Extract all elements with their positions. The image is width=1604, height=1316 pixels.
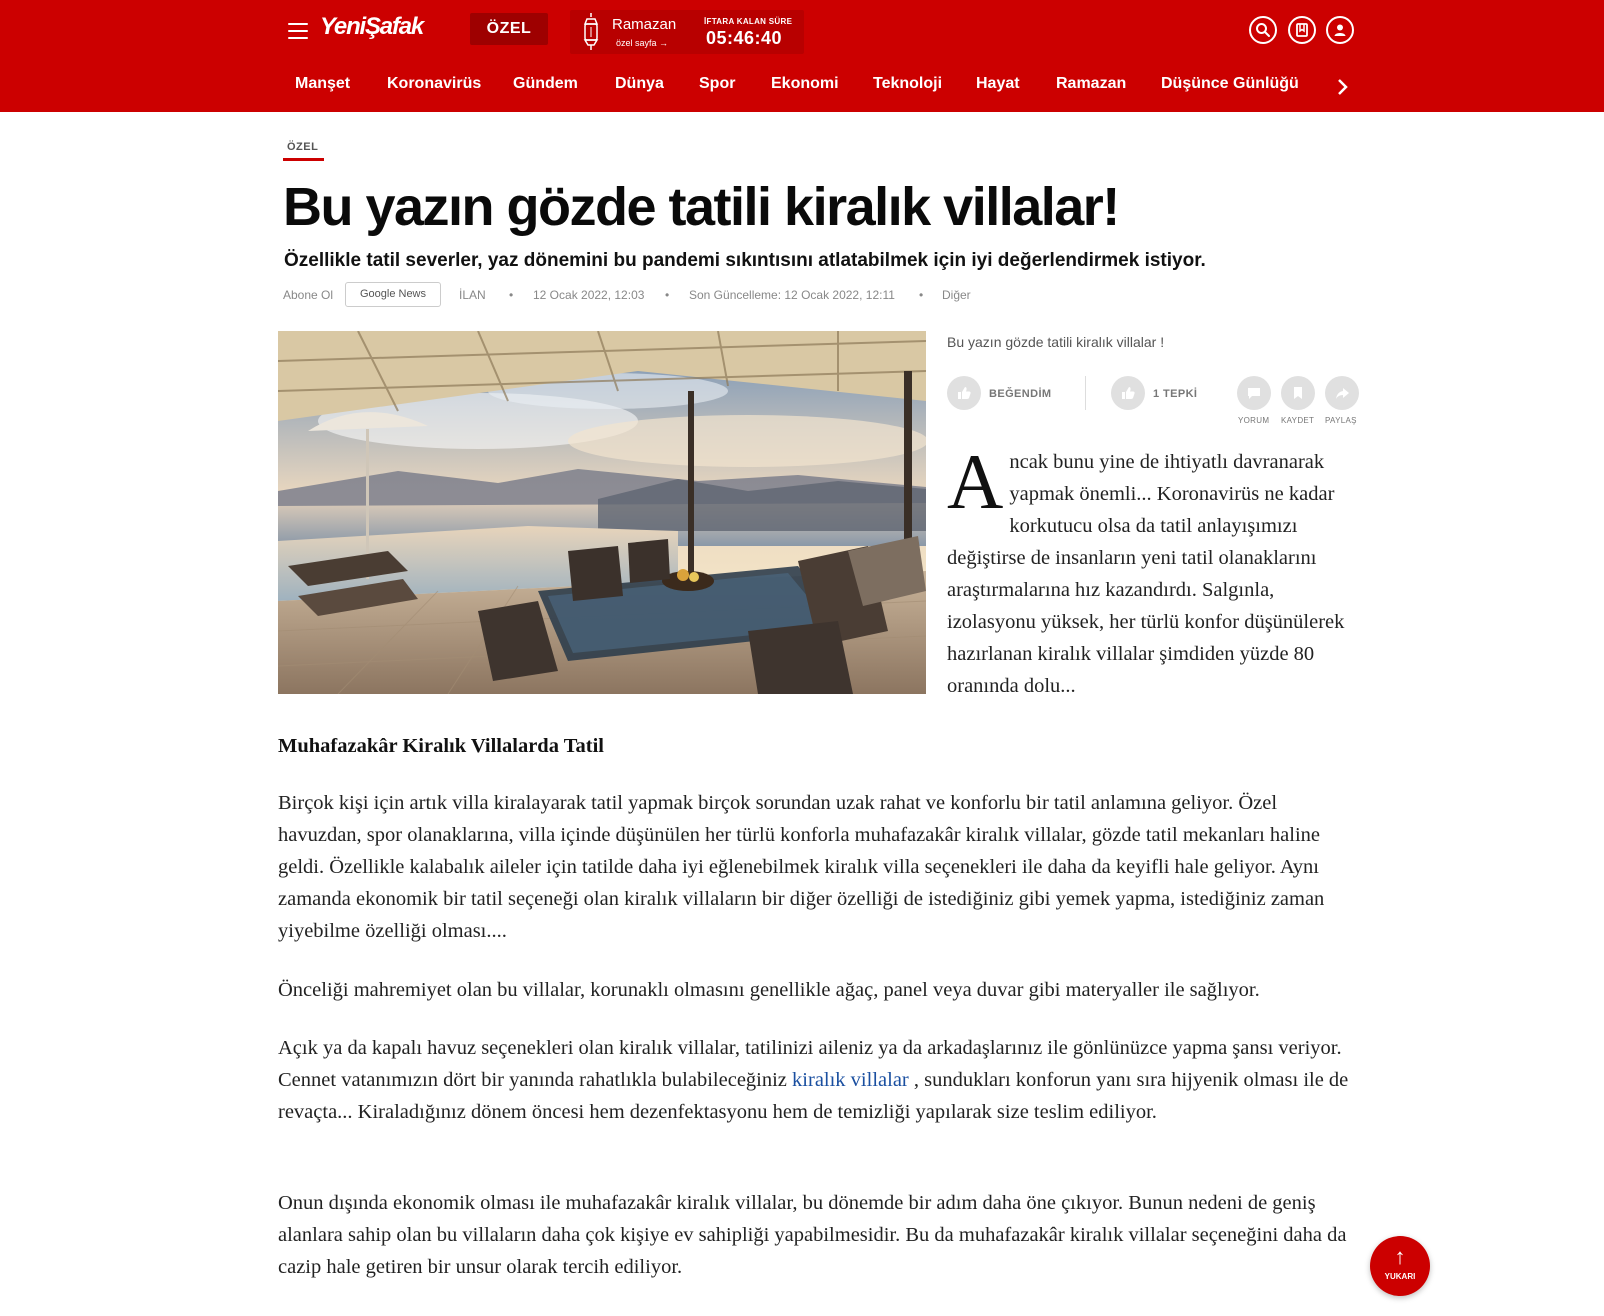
image-caption: Bu yazın gözde tatili kiralık villalar ! [947, 334, 1165, 350]
paragraph-text: , sundukları konforun yanı sıra hijyenik olması ile de revaçta... Kiraladığınız dönem öncesi hem dezenfektasyonu hem de temizliği yapılarak size teslim ediliyor. [278, 1069, 1349, 1123]
nav-item-teknoloji[interactable]: Teknoloji [873, 75, 943, 92]
update-date: Son Güncelleme: 12 Ocak 2022, 12:11 [689, 288, 895, 302]
nav-item-dunya[interactable]: Dünya [615, 75, 664, 92]
site-logo[interactable]: YeniŞafak [320, 13, 424, 40]
paragraph-text: Açık ya da kapalı havuz seçenekleri olan kiralık villalar, tatilinizi aileniz ya da arkadaşlarınız ile gönlünüzce yapma şansı veriyor. Cennet vatanımızın dört bir yanında rahatlıkla bulabileceğiniz [278, 1037, 1342, 1091]
scroll-top-label: YUKARI [1384, 1272, 1416, 1281]
source-label: İLAN [459, 288, 486, 302]
user-icon[interactable] [1326, 16, 1354, 44]
article-lead [947, 438, 1357, 702]
nav-item-ramazan[interactable]: Ramazan [1056, 75, 1127, 92]
nav-item-gundem[interactable]: Gündem [513, 75, 578, 92]
meta-dot: • [509, 288, 514, 302]
nav-item-ekonomi[interactable]: Ekonomi [771, 75, 839, 92]
nav-item-dusunce-gunlugu[interactable]: Düşünce Günlüğü [1161, 75, 1299, 92]
meta-dot: • [919, 288, 924, 302]
nav-item-koronavirus[interactable]: Koronavirüs [387, 75, 482, 92]
save-label[interactable]: KAYDET [1281, 416, 1315, 425]
share-label[interactable]: PAYLAŞ [1325, 416, 1357, 425]
publish-date: 12 Ocak 2022, 12:03 [533, 288, 645, 302]
arrow-up-icon: ↑ [1394, 1244, 1406, 1269]
article-paragraph: Birçok kişi için artık villa kiralayarak tatil yapmak birçok sorundan uzak rahat ve konforlu bir tatil anlamına geliyor. Özel havuzdan, spor olanaklarına, villa içinde düşünülen her türlü konforla muhafazakâr kiralık villalar, gözde tatil mekanları haline geldi. Özellikle kalabalık aileler için tatilde daha iyi eğlenebilmek kiralık villa seçenekleri ile daha da keyifli hale geliyor. Aynı zamanda ekonomik bir tatil seçeneği olan kiralık villaların bir diğer özelliği de istediğiniz gibi yemek yapma, istediğiniz zaman yiyebilme özelliği olması.... [278, 792, 1325, 942]
article-image [278, 331, 926, 694]
thumbs-up-icon[interactable] [947, 376, 981, 410]
reaction-count[interactable]: 1 TEPKİ [1153, 388, 1198, 400]
drop-cap: A [947, 438, 1004, 525]
nav-item-spor[interactable]: Spor [699, 75, 736, 92]
kiralik-villalar-link[interactable]: kiralık villalar [792, 1069, 909, 1091]
lead-text: ncak bunu yine de ihtiyatlı davranarak yapmak önemli... Koronavirüs ne kadar korkutucu olsa da tatil anlayışımızı değiştirse de insanların yeni tatil olanaklarını araştırmalarına hız kazandırdı. Salgınla, izolasyonu yüksek, her türlü konfor düşünülerek hazırlanan kiralık villalar şimdiden yüzde 80 oranında dolu... [947, 451, 1345, 697]
site-header [0, 0, 1604, 112]
category-label[interactable]: ÖZEL [287, 141, 319, 153]
meta-dot: • [665, 288, 670, 302]
comment-icon[interactable] [1237, 376, 1271, 410]
article-subheading: Muhafazakâr Kiralık Villalarda Tatil [278, 735, 604, 757]
google-news-button[interactable]: Google News [345, 282, 441, 307]
ramazan-title: Ramazan [612, 16, 677, 33]
ramazan-widget[interactable] [570, 10, 804, 54]
bookmark-icon[interactable] [1281, 376, 1315, 410]
ozel-button[interactable]: ÖZEL [470, 13, 548, 45]
reaction-bar [947, 376, 1367, 426]
article-paragraph: Onun dışında ekonomik olması ile muhafazakâr kiralık villalar, bu dönemde bir adım daha öne çıkıyor. Bunun nedeni de geniş alanlara sahip olan bu villaların daha çok kişiye ev sahipliği yapabilmesidir. Bu da muhafazakâr kiralık villalar seçeneğini daha da cazip hale getiren bir unsur olarak tercih ediliyor. [278, 1192, 1347, 1278]
nav-item-manset[interactable]: Manşet [295, 75, 351, 92]
menu-icon[interactable] [288, 23, 308, 39]
search-icon[interactable] [1249, 16, 1277, 44]
nav-item-hayat[interactable]: Hayat [976, 75, 1020, 92]
ramazan-subtitle: özel sayfa → [616, 38, 669, 48]
iftar-countdown: 05:46:40 [706, 28, 783, 48]
section-label: Diğer [942, 288, 971, 302]
article-title: Bu yazın gözde tatili kiralık villalar! [283, 177, 1119, 237]
villa-terrace-image [278, 331, 926, 694]
article-paragraph [278, 1032, 1358, 1128]
share-icon[interactable] [1325, 376, 1359, 410]
reaction-icon[interactable] [1111, 376, 1145, 410]
lantern-icon [580, 12, 602, 52]
reading-list-icon[interactable] [1288, 16, 1316, 44]
iftar-label: İFTARA KALAN SÜRE [704, 17, 793, 26]
action-divider [1085, 376, 1086, 410]
like-button[interactable]: BEĞENDİM [989, 388, 1052, 400]
nav-next-icon[interactable] [1336, 78, 1348, 102]
scroll-top-button[interactable] [1370, 1236, 1430, 1296]
comment-label[interactable]: YORUM [1238, 416, 1270, 425]
subscribe-label: Abone Ol [283, 288, 334, 302]
article-paragraph: Önceliği mahremiyet olan bu villalar, korunaklı olmasını genellikle ağaç, panel veya duvar gibi materyaller ile sağlıyor. [278, 979, 1260, 1001]
article-spot: Özellikle tatil severler, yaz dönemini bu pandemi sıkıntısını atlatabilmek için iyi değerlendirmek istiyor. [284, 250, 1206, 271]
category-underline [283, 158, 324, 161]
